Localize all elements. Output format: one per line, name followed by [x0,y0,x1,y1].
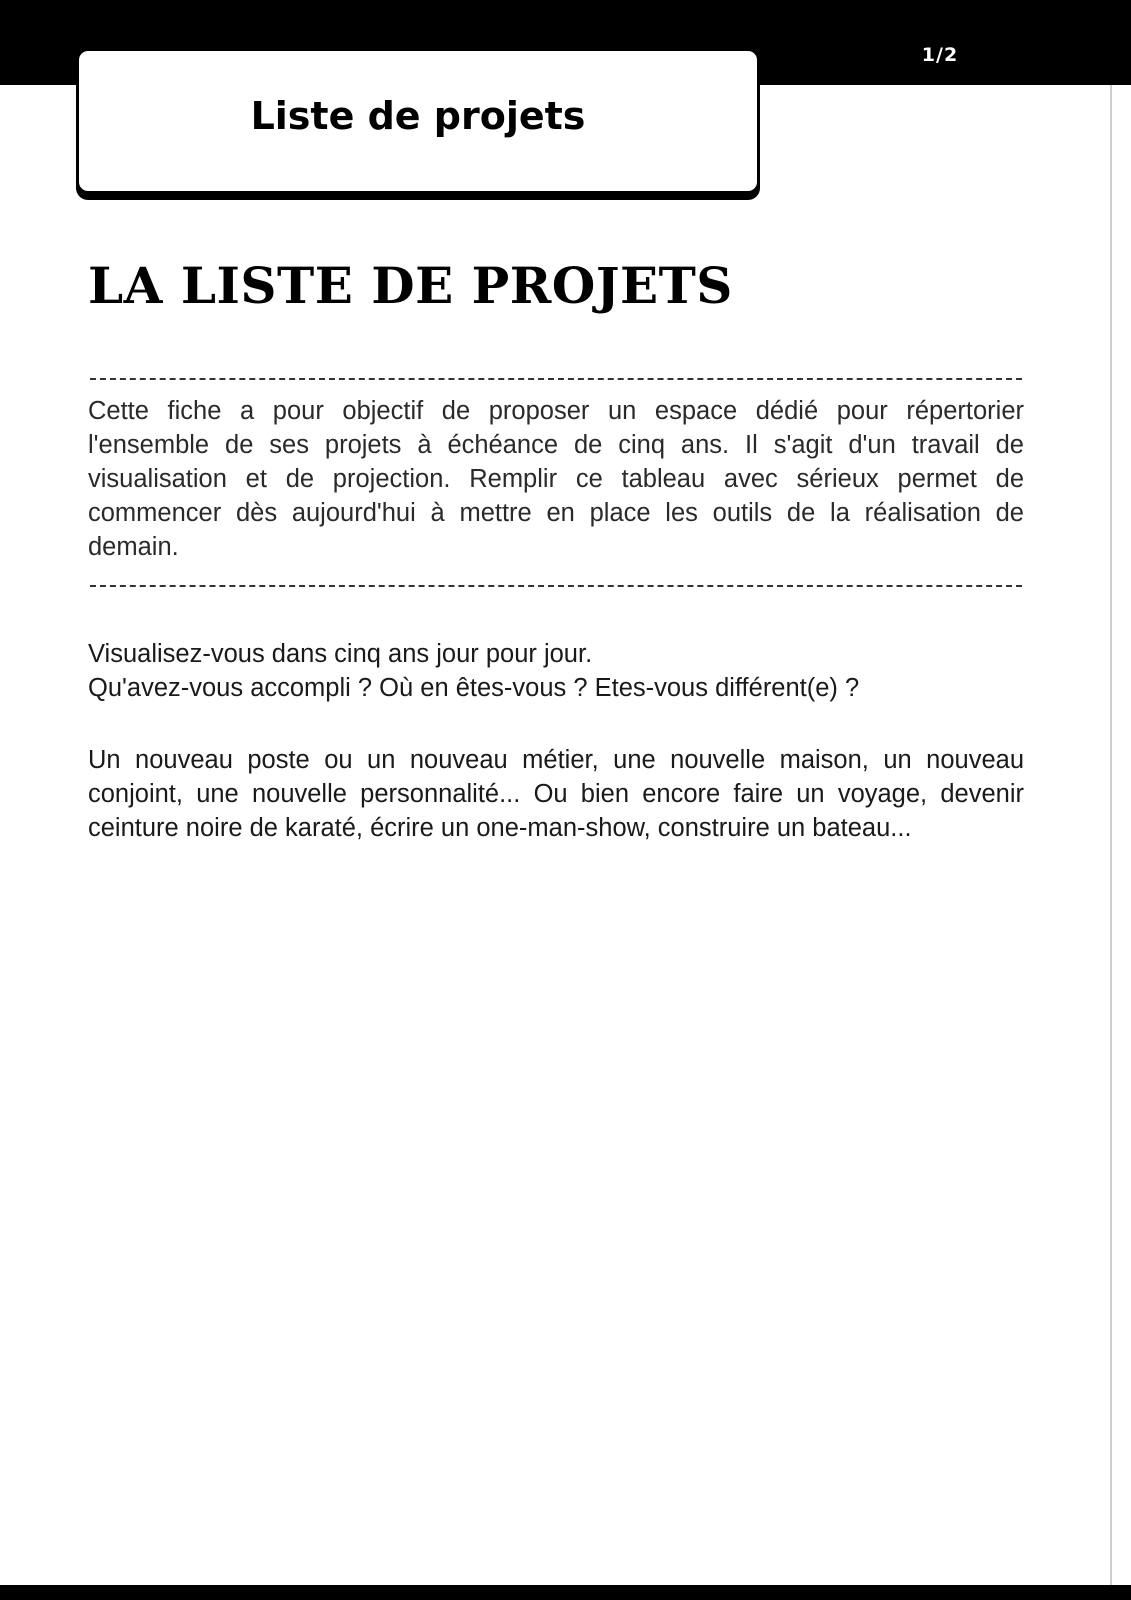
visualize-paragraph [88,637,1024,705]
dashed-divider-bottom [90,585,1022,587]
examples-paragraph: Un nouveau poste ou un nouveau métier, une nouvelle maison, un nouveau conjoint, une nouvelle personnalité... Ou bien encore faire un voyage, devenir ceinture noire de karaté, écrire un one-man-show, construire un bateau... [88,746,1024,842]
bottom-footer-bar [0,1585,1131,1600]
visualize-line-1: Visualisez-vous dans cinq ans jour pour jour. [88,640,593,668]
page-title: LA LISTE DE PROJETS [88,256,733,315]
title-box [76,48,760,194]
intro-paragraph: Cette fiche a pour objectif de proposer un espace dédié pour répertorier l'ensemble de ses projets à échéance de cinq ans. Il s'agit d'un travail de visualisation et de projection. Remplir ce tableau avec sérieux permet de commencer dès aujourd'hui à mettre en place les outils de la réalisation de demain. [88,397,1024,561]
right-margin-strip-top [1110,0,1131,85]
dashed-divider-top [90,378,1022,380]
title-box-label: Liste de projets [250,94,586,138]
right-margin-strip [1110,0,1131,1600]
page-number: 1/2 [921,44,959,66]
visualize-line-2: Qu'avez-vous accompli ? Où en êtes-vous ? Etes-vous différent(e) ? [88,674,860,702]
